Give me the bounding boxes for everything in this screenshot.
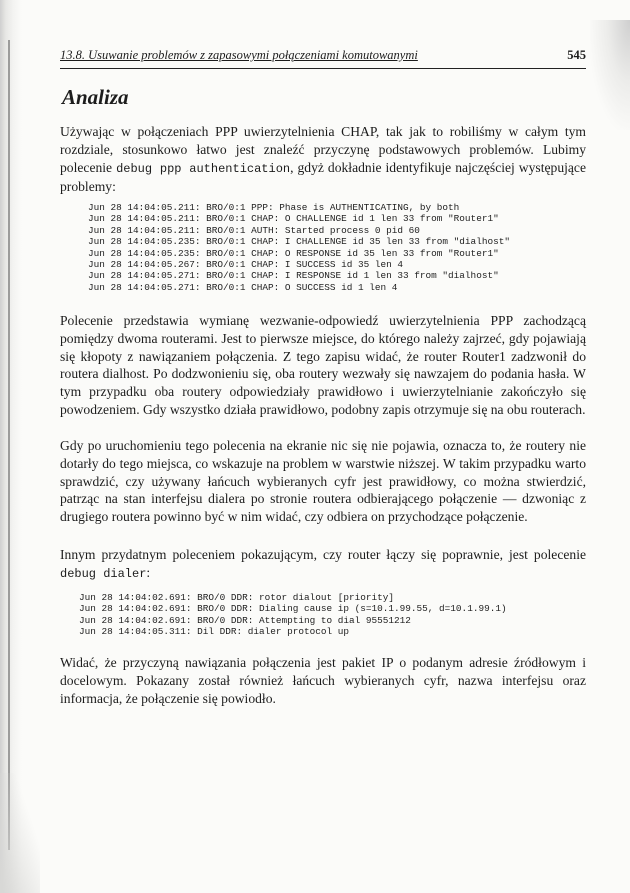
scan-shadow-bottom [0, 773, 40, 893]
debug-ppp-output [88, 202, 510, 293]
paragraph-intro [60, 123, 586, 196]
scan-shadow-left [0, 0, 22, 893]
code-line: Jun 28 14:04:05.211: BRO/0:1 CHAP: O CHALLENGE id 1 len 33 from "Router1" [88, 213, 499, 225]
code-line: Jun 28 14:04:05.235: BRO/0:1 CHAP: I CHALLENGE id 35 len 33 from "dialhost" [88, 236, 510, 248]
paragraph-dialer-intro [60, 546, 586, 584]
page-number: 545 [567, 48, 586, 62]
code-line: Jun 28 14:04:05.235: BRO/0:1 CHAP: O RESPONSE id 35 len 33 from "Router1" [88, 247, 499, 259]
code-line: Jun 28 14:04:02.691: BRO/0 DDR: Attempting to dial 95551212 [79, 614, 411, 626]
debug-dialer-output [79, 592, 507, 638]
code-line: Jun 28 14:04:05.211: BRO/0:1 PPP: Phase is AUTHENTICATING, by both [88, 202, 460, 213]
running-header [60, 46, 586, 69]
header-title: 13.8. Usuwanie problemów z zapasowymi połączeniami komutowanymi [60, 48, 418, 62]
paragraph-intro-text-2: , gdyż dokładnie identyfikuje najczęściej występujące problemy: [60, 159, 586, 195]
paragraph-explanation: Polecenie przedstawia wymianę wezwanie-odpowiedź uwierzytelnienia PPP zachodzącą pomiędzy dwoma routerami. Jest to pierwsze miejsce, do którego należy zajrzeć, gdy pojawiają się kłopoty z nawiązaniem połączenia. Z tego zapisu widać, że router Router1 zadzwonił do routera dialhost. Po dodzwonieniu się, oba routery wezwały się nawzajem do podania hasła. W tym przypadku oba routery odpowiedziały prawidłowo i uwierzytelnianie zakończyło się powodzeniem. Gdy wszystko działa prawidłowo, podobny zapis otrzymuje się na obu routerach. [60, 313, 586, 417]
paragraph-dialer-text-1: Innym przydatnym poleceniem pokazującym, czy router łączy się poprawnie, jest polecenie [60, 547, 586, 562]
code-line: Jun 28 14:04:02.691: BRO/0 DDR: rotor dialout [priority] [79, 592, 395, 603]
inline-command: debug dialer [60, 566, 147, 581]
code-line: Jun 28 14:04:02.691: BRO/0 DDR: Dialing cause ip (s=10.1.99.55, d=10.1.99.1) [79, 603, 507, 615]
scan-shadow-corner [590, 20, 630, 130]
paragraph-intro-text-1: Używając w połączeniach PPP uwierzytelnienia CHAP, tak jak to robiliśmy w całym tym rozdziale, stosunkowo łatwo jest znaleźć przyczynę podstawowych problemów. Lubimy polecenie [60, 124, 586, 175]
paragraph-dialer-text-2: : [146, 564, 151, 580]
code-line: Jun 28 14:04:05.271: BRO/0:1 CHAP: O SUCCESS id 1 len 4 [88, 281, 398, 293]
inline-command: debug ppp authentication [116, 161, 291, 176]
paragraph-conclusion: Widać, że przyczyną nawiązania połączenia jest pakiet IP o podanym adresie źródłowym i docelowym. Pokazany został również łańcuch wybieranych cyfr, nazwa interfejsu oraz informacja, że połączenie się powiodło. [60, 655, 586, 706]
binding-edge [8, 40, 10, 850]
code-line: Jun 28 14:04:05.267: BRO/0:1 CHAP: I SUCCESS id 35 len 4 [88, 259, 404, 271]
code-line: Jun 28 14:04:05.311: Dil DDR: dialer protocol up [79, 626, 350, 638]
code-line: Jun 28 14:04:05.211: BRO/0:1 AUTH: Started process 0 pid 60 [88, 224, 420, 236]
paragraph-troubleshooting: Gdy po uruchomieniu tego polecenia na ekranie nic się nie pojawia, oznacza to, że routery nie dotarły do tego miejsca, co wskazuje na problem w warstwie niższej. W takim przypadku warto sprawdzić, czy używany łańcuch wybieranych cyfr jest prawidłowy, co można stwierdzić, patrząc na stan interfejsu dialera po stronie routera odbierającego połączenie — dzwoniąc z drugiego routera powinno być w nim widać, czy odbiera on przychodzące połączenie. [60, 438, 586, 525]
code-line: Jun 28 14:04:05.271: BRO/0:1 CHAP: I RESPONSE id 1 len 33 from "dialhost" [88, 270, 499, 282]
section-title: Analiza [62, 85, 129, 109]
